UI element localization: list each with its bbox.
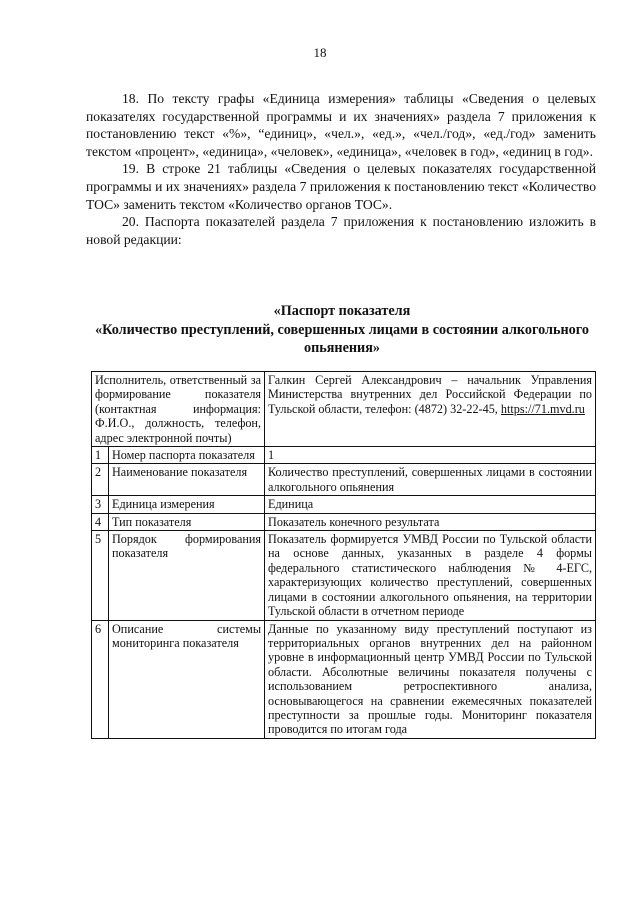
row-value: Единица [265, 496, 596, 513]
table-row-executor [92, 372, 596, 447]
row-label: Описание системы мониторинга показателя [109, 620, 265, 738]
row-label: Номер паспорта показателя [109, 447, 265, 464]
row-number: 6 [92, 620, 109, 738]
passport-heading-line1: «Паспорт показателя [273, 303, 411, 319]
row-value: 1 [265, 447, 596, 464]
passport-heading [86, 302, 598, 358]
row-value: Количество преступлений, совершенных лицами в состоянии алкогольного опьянения [265, 464, 596, 496]
row-number: 3 [92, 496, 109, 513]
executor-value [265, 372, 596, 447]
paragraph-20: 20. Паспорта показателей раздела 7 приложения к постановлению изложить в новой редакции: [86, 214, 596, 247]
table-row [92, 620, 596, 738]
table-row [92, 496, 596, 513]
executor-value-text: Галкин Сергей Александрович – начальник Управления Министерства внутренних дел Российской Федерации по Тульской области, телефон: (4872) 32-22-45, [268, 373, 592, 416]
paragraph-18: 18. По тексту графы «Единица измерения» таблицы «Сведения о целевых показателях государственной программы и их значениях» раздела 7 приложения к постановлению текст «%», “единиц», «чел.», «ед.», «чел./год», «ед./год» заменить текстом «процент», «единица», «человек», «единица», «человек в год», «единиц в год». [86, 91, 596, 159]
row-label: Единица измерения [109, 496, 265, 513]
row-number: 4 [92, 513, 109, 530]
row-value: Показатель конечного результата [265, 513, 596, 530]
executor-link[interactable]: https://71.mvd.ru [500, 401, 585, 416]
body-text [86, 90, 596, 248]
row-number: 1 [92, 447, 109, 464]
row-value: Данные по указанному виду преступлений поступают из территориальных органов внутренних дел на районном уровне в информационный центр УМВД России по Тульской области. Абсолютные величины показателя получены с использованием ретроспективного анализа, основывающегося на сравнении ежемесячных показателей преступности за прошлые годы. Мониторинг показателя проводится по итогам года [265, 620, 596, 738]
row-label: Тип показателя [109, 513, 265, 530]
table-row [92, 513, 596, 530]
row-number: 5 [92, 531, 109, 620]
table-row [92, 464, 596, 496]
row-label: Наименование показателя [109, 464, 265, 496]
row-value: Показатель формируется УМВД России по Тульской области на основе данных, указанных в разделе 4 формы федерального статистического наблюдения № 4-ЕГС, характеризующих количество преступлений, совершенных лицами в состоянии алкогольного опьянения, на территории Тульской области в отчетном периоде [265, 531, 596, 620]
passport-heading-line2: «Количество преступлений, совершенных лицами в состоянии алкогольного опьянения» [95, 321, 589, 356]
paragraph-19: 19. В строке 21 таблицы «Сведения о целевых показателях государственной программы и их значениях» раздела 7 приложения к постановлению текст «Количество ТОС» заменить текстом «Количество органов ТОС». [86, 161, 596, 212]
page-number: 18 [313, 45, 327, 60]
passport-table [91, 371, 596, 739]
row-number: 2 [92, 464, 109, 496]
table-row [92, 447, 596, 464]
table-row [92, 531, 596, 620]
row-label: Порядок формирования показателя [109, 531, 265, 620]
executor-label: Исполнитель, ответственный за формирование показателя (контактная информация: Ф.И.О., должность, телефон, адрес электронной почты) [92, 372, 265, 447]
